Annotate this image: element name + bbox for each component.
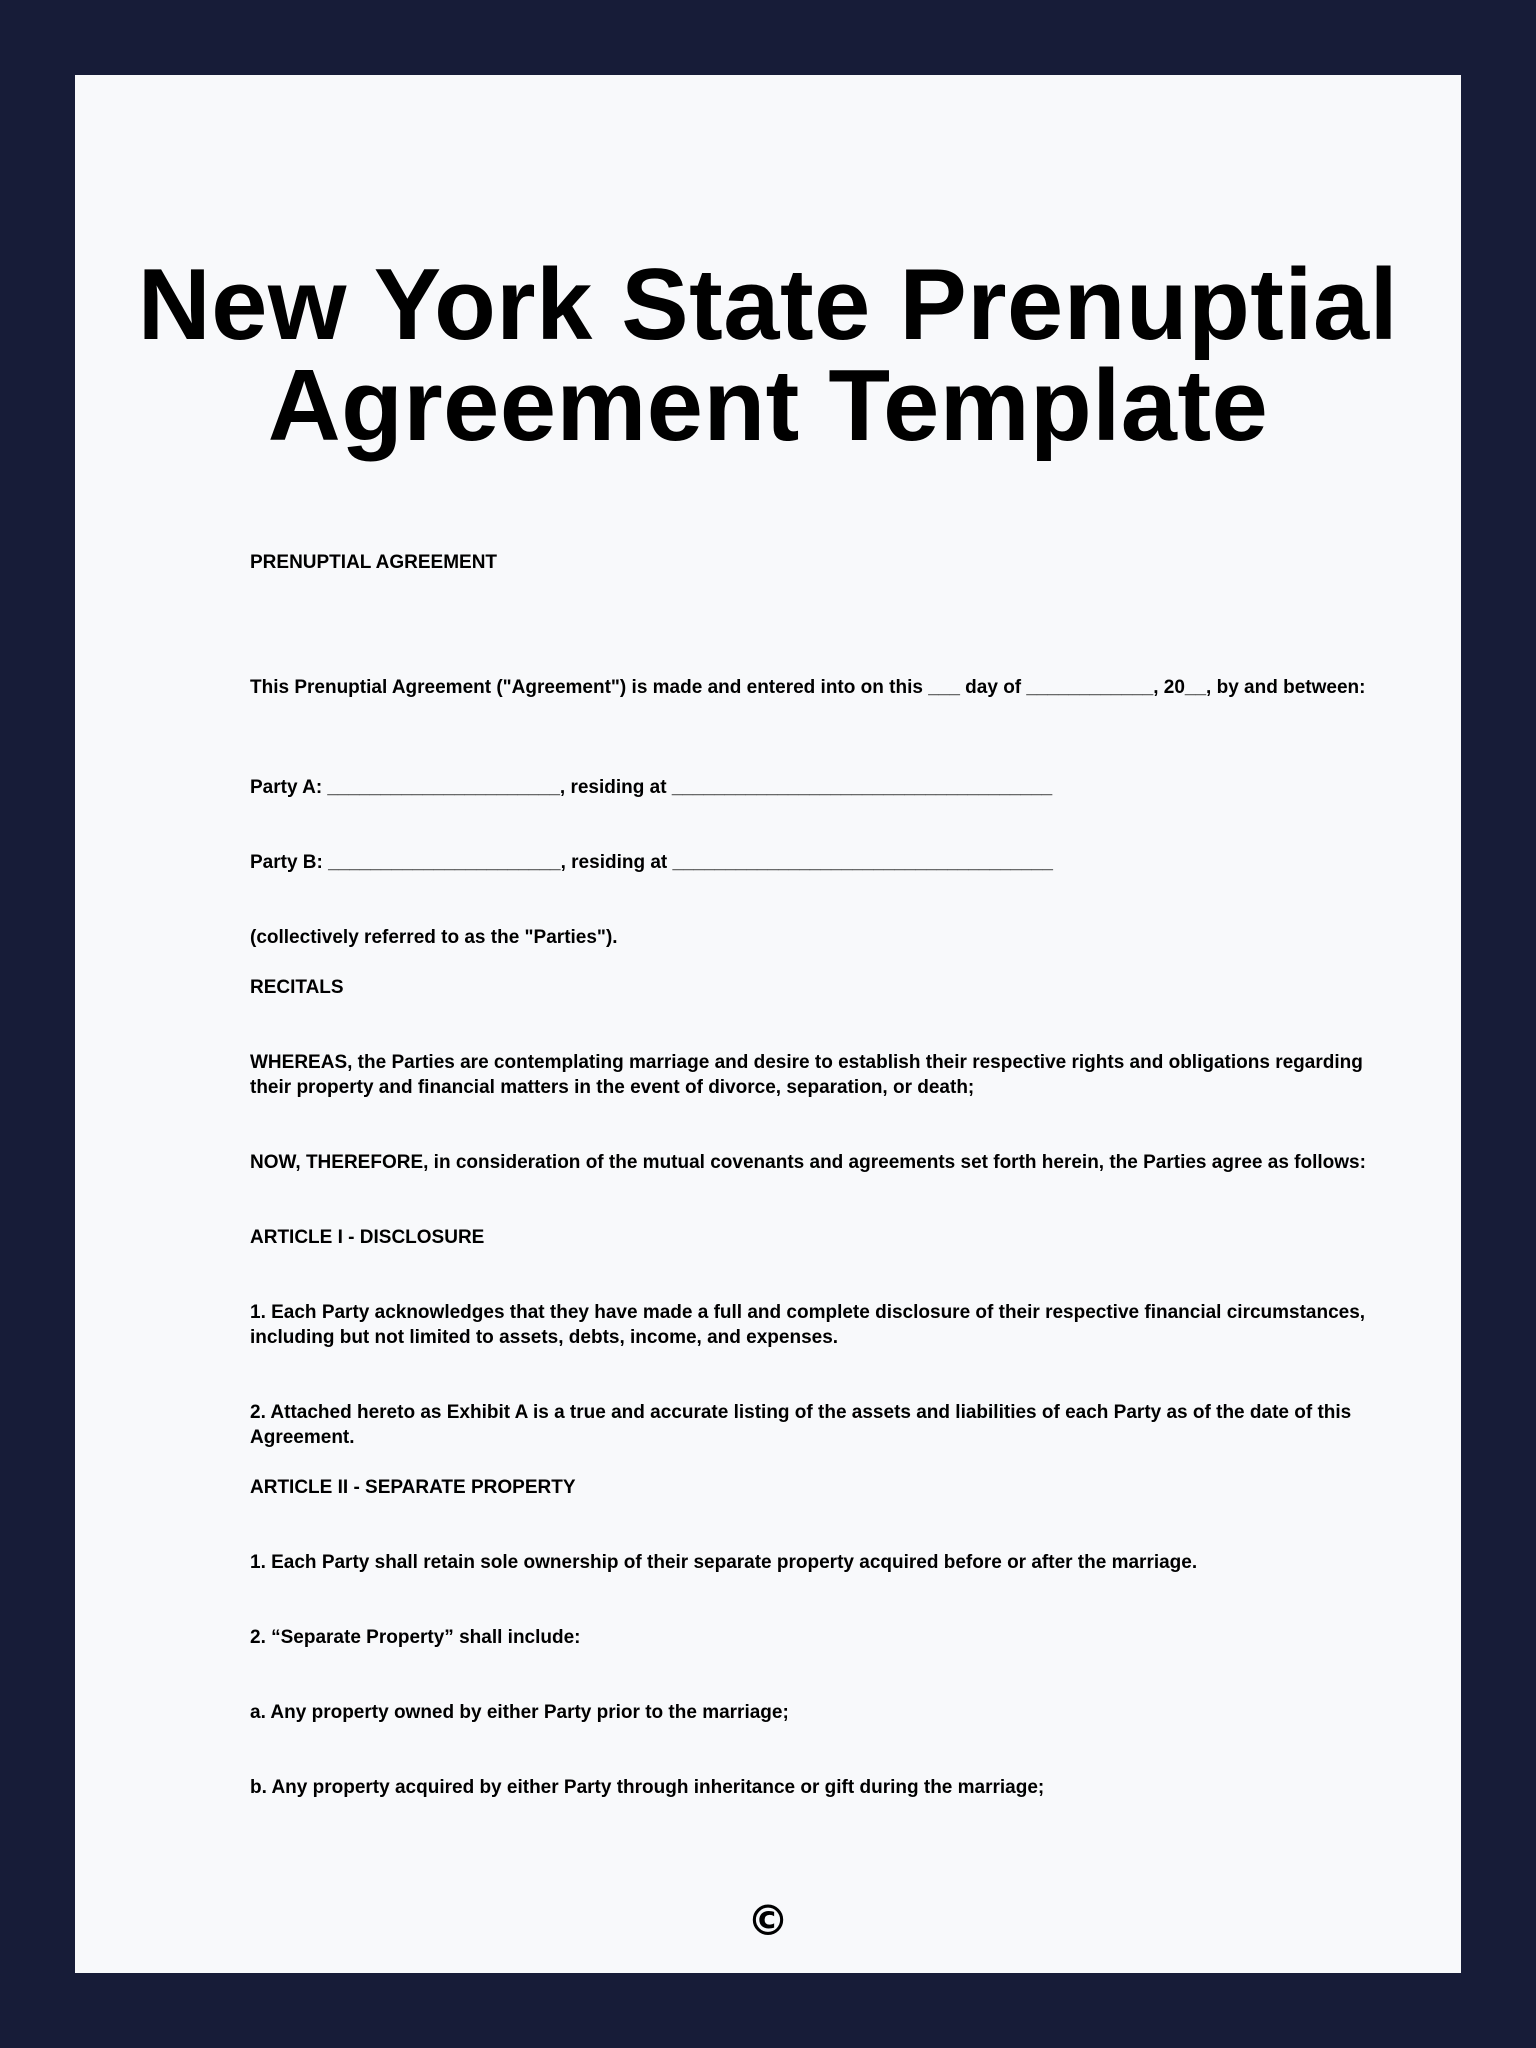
whereas-paragraph: WHEREAS, the Parties are contemplating marriage and desire to establish their respective rights and obligations regarding their property and financial matters in the event of divorce, separation, or death; (250, 1052, 1363, 1098)
article-2-clause-2: 2. “Separate Property” shall include: (250, 1627, 581, 1648)
agreement-heading: PRENUPTIAL AGREEMENT (250, 552, 498, 573)
copyright-icon: © (747, 1896, 789, 1945)
recitals-heading: RECITALS (250, 977, 344, 998)
article-2-clause-2b: b. Any property acquired by either Party through inheritance or gift during the marriage; (250, 1777, 1045, 1798)
article-1-clause-1: 1. Each Party acknowledges that they have made a full and complete disclosure of their respective financial circumstances, including but not limited to assets, debts, income, and expenses. (250, 1302, 1366, 1348)
party-b-line: Party B: ______________________, residing at ____________________________________ (250, 852, 1053, 873)
article-2-clause-1: 1. Each Party shall retain sole ownership of their separate property acquired before or after the marriage. (250, 1552, 1198, 1573)
title-line-2: Agreement Template (267, 350, 1269, 462)
document-title (75, 249, 1461, 462)
article-2-heading: ARTICLE II - SEPARATE PROPERTY (250, 1477, 576, 1498)
article-2-clause-2a: a. Any property owned by either Party prior to the marriage; (250, 1702, 789, 1723)
parties-definition: (collectively referred to as the "Parties"). (250, 927, 618, 948)
now-therefore-paragraph: NOW, THEREFORE, in consideration of the mutual covenants and agreements set forth herein, the Parties agree as follows: (250, 1152, 1366, 1173)
party-a-line: Party A: ______________________, residing at ____________________________________ (250, 777, 1053, 798)
intro-paragraph: This Prenuptial Agreement ("Agreement") is made and entered into on this ___ day of ____________, 20__, by and between: (250, 677, 1366, 698)
article-1-heading: ARTICLE I - DISCLOSURE (250, 1227, 485, 1248)
article-1-clause-2: 2. Attached hereto as Exhibit A is a true and accurate listing of the assets and liabilities of each Party as of the date of this Agreement. (250, 1402, 1352, 1448)
document-page (75, 75, 1461, 1973)
title-line-1: New York State Prenuptial (137, 249, 1399, 361)
